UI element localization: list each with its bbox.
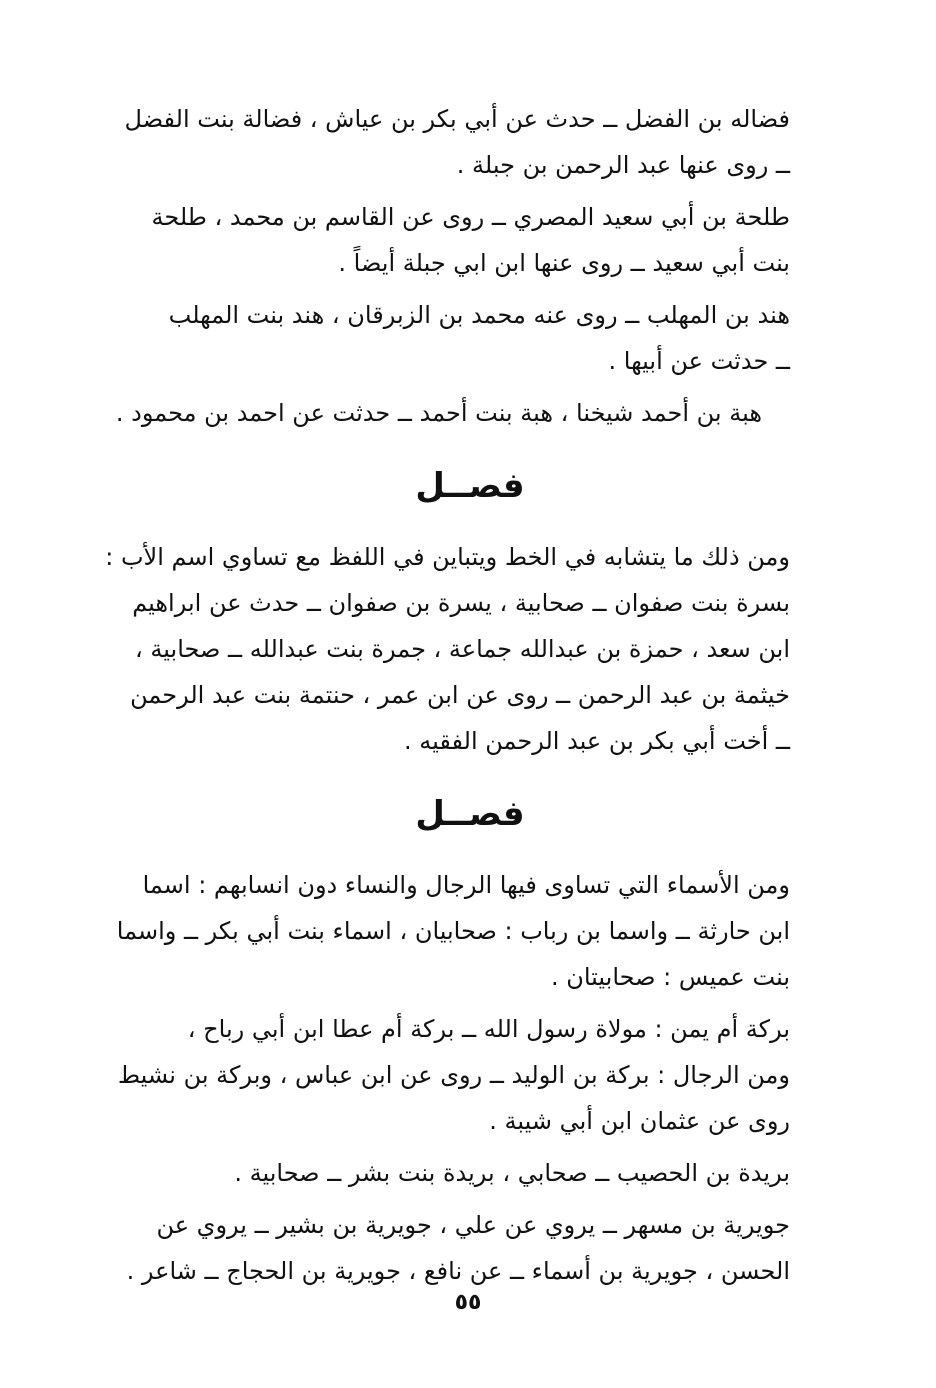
text-line: ــ روى عنها عبد الرحمن بن جبلة . bbox=[456, 151, 790, 179]
text-line: فضاله بن الفضل ــ حدث عن أبي بكر بن عياش ، فضالة بنت الفضل bbox=[124, 105, 790, 133]
text-line: روى عن عثمان ابن أبي شيبة . bbox=[489, 1107, 790, 1135]
text-line: جويرية بن مسهر ــ يروي عن علي ، جويرية بن بشير ــ يروي عن bbox=[156, 1211, 790, 1239]
paragraph bbox=[126, 1202, 790, 1294]
text-line: الحسن ، جويرية بن أسماء ــ عن نافع ، جويرية بن الحجاج ــ شاعر . bbox=[126, 1257, 790, 1285]
text-line: ابن سعد ، حمزة بن عبدالله جماعة ، جمرة بنت عبدالله ــ صحابية ، bbox=[135, 635, 790, 663]
paragraph bbox=[124, 96, 790, 188]
text-line: هبة بن أحمد شيخنا ، هبة بنت أحمد ــ حدثت عن احمد بن محمود . bbox=[115, 399, 762, 427]
text-line: ــ حدثت عن أبيها . bbox=[608, 347, 790, 375]
page-number: ٥٥ bbox=[454, 1290, 482, 1315]
text-line: بنت عميس : صحابيتان . bbox=[550, 963, 790, 991]
page-body bbox=[105, 96, 790, 1300]
paragraph bbox=[116, 862, 790, 1000]
paragraph bbox=[150, 1150, 790, 1196]
section-1 bbox=[115, 96, 790, 436]
text-line: بسرة بنت صفوان ــ صحابية ، يسرة بن صفوان ــ حدث عن ابراهيم bbox=[132, 589, 790, 617]
text-line: هند بن المهلب ــ روى عنه محمد بن الزبرقان ، هند بنت المهلب bbox=[168, 301, 790, 329]
text-line: بريدة بن الحصيب ــ صحابي ، بريدة بنت بشر ــ صحابية . bbox=[234, 1159, 790, 1187]
text-line: ومن ذلك ما يتشابه في الخط ويتباين في اللفظ مع تساوي اسم الأب : bbox=[105, 543, 790, 571]
text-line: ومن الرجال : بركة بن الوليد ــ روى عن ابن عباس ، وبركة بن نشيط bbox=[117, 1061, 790, 1089]
paragraph bbox=[115, 390, 790, 436]
section-3 bbox=[116, 862, 790, 1294]
text-line: ــ أخت أبي بكر بن عبد الرحمن الفقيه . bbox=[403, 727, 790, 755]
text-line: بركة أم يمن : مولاة رسول الله ــ بركة أم عطا ابن أبي رباح ، bbox=[187, 1015, 790, 1043]
text-line: ابن حارثة ــ واسما بن رباب : صحابيان ، اسماء بنت أبي بكر ــ واسما bbox=[116, 917, 790, 945]
section-heading-2: فصــل bbox=[415, 794, 525, 834]
paragraph bbox=[105, 534, 790, 764]
section-2 bbox=[105, 534, 790, 764]
text-line: خيثمة بن عبد الرحمن ــ روى عن ابن عمر ، حنتمة بنت عبد الرحمن bbox=[130, 681, 790, 709]
paragraph bbox=[117, 1006, 790, 1144]
section-heading-1: فصــل bbox=[415, 466, 525, 506]
text-line: ومن الأسماء التي تساوى فيها الرجال والنساء دون انسابهم : اسما bbox=[142, 871, 790, 899]
paragraph bbox=[150, 292, 790, 384]
paragraph bbox=[150, 194, 790, 286]
text-line: بنت أبي سعيد ــ روى عنها ابن ابي جبلة أيضاً . bbox=[338, 249, 790, 277]
text-line: طلحة بن أبي سعيد المصري ــ روى عن القاسم بن محمد ، طلحة bbox=[151, 203, 790, 231]
